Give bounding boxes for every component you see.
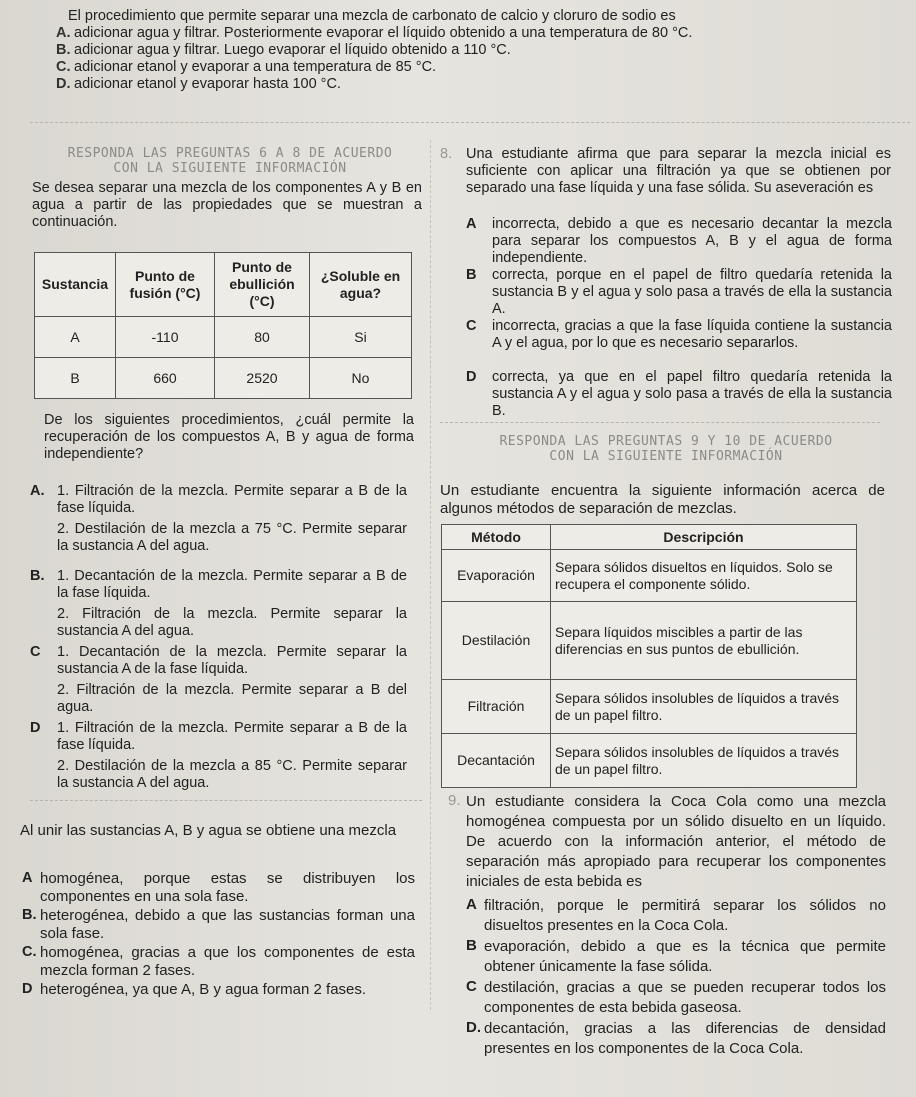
q9-option-a[interactable]: A filtración, porque le permitirá separar los sólidos no disueltos presentes en la Coca Cola. [466,896,886,934]
col-header: Punto de fusión (°C) [116,253,215,317]
q6-option-d[interactable]: D 1. Filtración de la mezcla. Permite separar a B de la fase líquida. 2. Destilación de la mezcla a 85 °C. Permite separar la sustancia A del agua. [30,720,407,791]
table-row: B 660 2520 No [35,358,412,399]
q6-option-a[interactable]: A. 1. Filtración de la mezcla. Permite separar a B de la fase líquida. 2. Destilación de la mezcla a 75 °C. Permite separar la sustancia A del agua. [30,483,407,554]
question-9-options [466,896,891,1060]
table-row: Filtración Separa sólidos insolubles de líquidos a través de un papel filtro. [442,680,857,734]
q7-option-a[interactable]: A homogénea, porque estas se distribuyen los componentes en una sola fase. [22,870,415,905]
table-row: Evaporación Separa sólidos disueltos en líquidos. Solo se recupera el componente sólido. [442,550,857,602]
question-6-options [30,483,412,796]
q8-option-b[interactable]: B correcta, porque en el papel de filtro quedaría retenida la sustancia B y el agua y solo pasa a través de ella la sustancia A. [466,267,892,317]
question-8-number: 8. [440,146,453,162]
methods-table [441,524,857,788]
divider [440,422,880,423]
top-question-stem: El procedimiento que permite separar una mezcla de carbonato de calcio y cloruro de sodio es [68,8,676,24]
divider [30,122,910,123]
q9-option-c[interactable]: C destilación, gracias a que se pueden recuperar todos los componentes de esta bebida gaseosa. [466,978,886,1016]
top-option-c[interactable]: C. adicionar etanol y evaporar a una temperatura de 85 °C. [56,59,437,75]
col-header: ¿Soluble en agua? [310,253,412,317]
q8-option-c[interactable]: C incorrecta, gracias a que la fase líquida contiene la sustancia A y el agua, por lo que es necesario separarlos. [466,318,892,351]
column-divider [430,140,431,1010]
section-6-8-intro: Se desea separar una mezcla de los componentes A y B en agua a partir de las propiedades que se muestran a continuación. [32,180,422,230]
question-9-stem: Un estudiante considera la Coca Cola como una mezcla homogénea compuesta por un sólido disuelto en un líquido. De acuerdo con la información anterior, el método de separación más apropiado para recuperar los componentes iniciales de esta bebida es [466,793,886,890]
section-9-10-intro: Un estudiante encuentra la siguiente información acerca de algunos métodos de separación de mezclas. [440,482,885,517]
q7-option-b[interactable]: B. heterogénea, debido a que las sustancias forman una sola fase. [22,907,415,942]
table-row: Decantación Separa sólidos insolubles de líquidos a través de un papel filtro. [442,734,857,788]
col-header: Punto de ebullición (°C) [215,253,310,317]
table-row: Destilación Separa líquidos miscibles a partir de las diferencias en sus puntos de ebullición. [442,602,857,680]
col-header: Descripción [551,525,857,550]
top-option-b[interactable]: B. adicionar agua y filtrar. Luego evaporar el líquido obtenido a 110 °C. [56,42,511,58]
question-9-number: 9. [448,792,461,809]
section-6-8-header: RESPONDA LAS PREGUNTAS 6 A 8 DE ACUERDO CON LA SIGUIENTE INFORMACIÓN [67,146,393,176]
col-header: Método [442,525,551,550]
section-9-10-header: RESPONDA LAS PREGUNTAS 9 Y 10 DE ACUERDO CON LA SIGUIENTE INFORMACIÓN [499,434,833,464]
q7-option-d[interactable]: D heterogénea, ya que A, B y agua forman 2 fases. [22,981,367,998]
top-option-d[interactable]: D. adicionar etanol y evaporar hasta 100 °C. [56,76,341,92]
top-option-a[interactable]: A. adicionar agua y filtrar. Posteriormente evaporar el líquido obtenido a una temperatura de 80 °C. [56,25,693,41]
question-8-options [466,216,891,420]
q9-option-b[interactable]: B evaporación, debido a que es la técnica que permite obtener únicamente la fase sólida. [466,937,886,975]
q6-option-c[interactable]: C 1. Decantación de la mezcla. Permite separar la sustancia A de la fase líquida. 2. Filtración de la mezcla. Permite separar a B del agua. [30,644,407,715]
question-8-stem: Una estudiante afirma que para separar la mezcla inicial es suficiente con aplicar una filtración ya que se obtienen por separado una fase líquida y una fase sólida. Su aseveración es [466,146,891,196]
col-header: Sustancia [35,253,116,317]
table-row: A -110 80 Si [35,317,412,358]
q8-option-a[interactable]: A incorrecta, debido a que es necesario decantar la mezcla para separar los compuestos A, B y el agua de forma independiente. [466,216,892,266]
q9-option-d[interactable]: D. decantación, gracias a las diferencias de densidad presentes en los componentes de la Coca Cola. [466,1019,886,1057]
properties-table [34,252,412,399]
question-6-stem: De los siguientes procedimientos, ¿cuál permite la recuperación de los compuestos A, B y agua de forma independiente? [44,412,414,462]
q7-option-c[interactable]: C. homogénea, gracias a que los componentes de esta mezcla forman 2 fases. [22,944,415,979]
q8-option-d[interactable]: D correcta, ya que en el papel filtro quedaría retenida la sustancia A y el agua y solo pasa a través de ella la sustancia B. [466,369,892,419]
q6-option-b[interactable]: B. 1. Decantación de la mezcla. Permite separar a B de la fase líquida. 2. Filtración de la mezcla. Permite separar la sustancia A del agua. [30,568,407,639]
question-7-options [22,870,417,1018]
question-7-stem: Al unir las sustancias A, B y agua se obtiene una mezcla [20,822,397,839]
divider [30,800,422,801]
